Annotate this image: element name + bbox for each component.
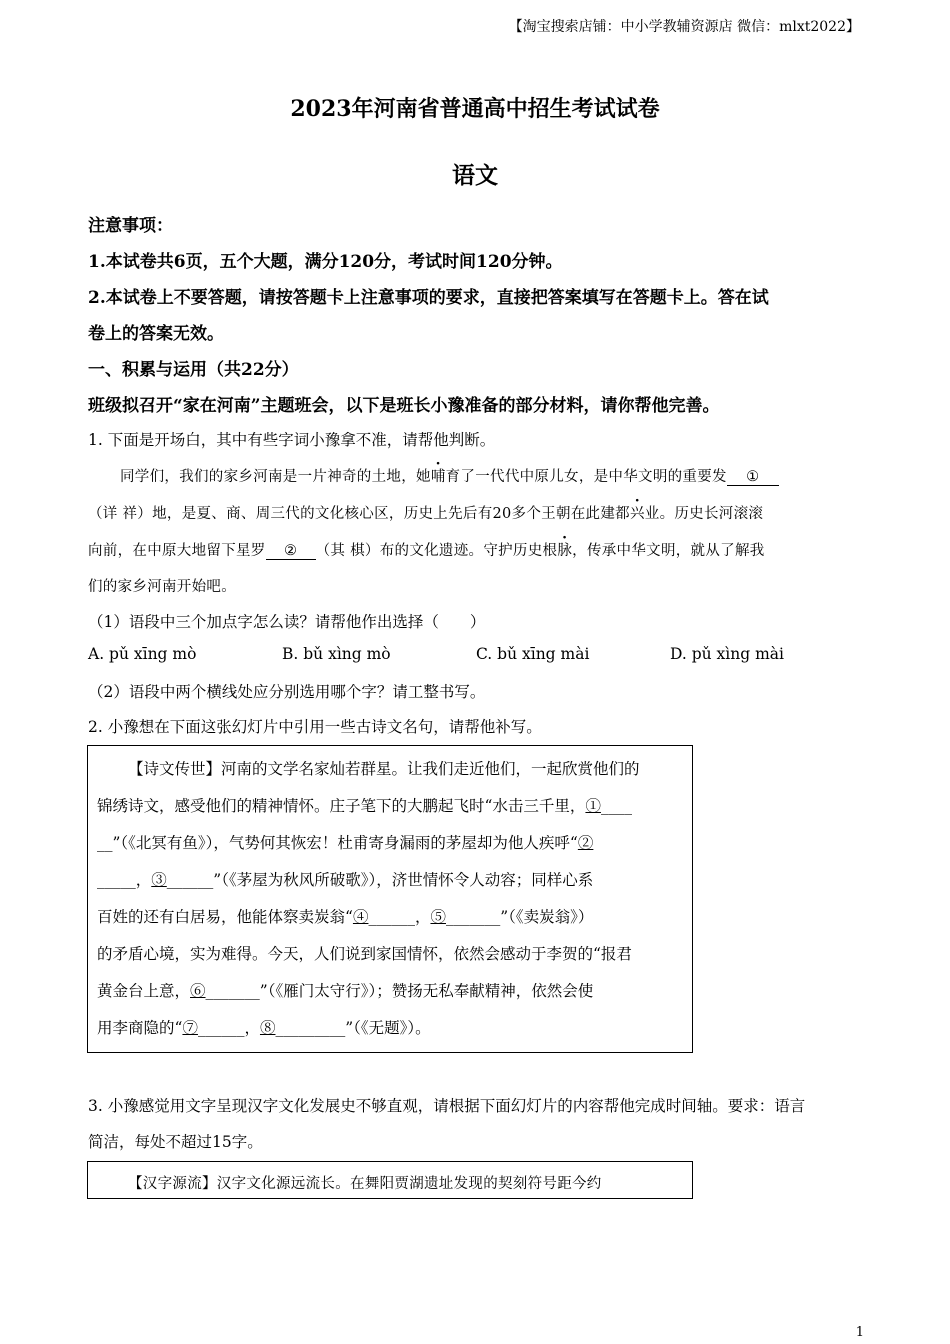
- blank-marker-8: ⑧: [259, 1019, 276, 1037]
- blank-marker-5: ⑤: [430, 908, 446, 926]
- page-title: 2023年河南省普通高中招生考试试卷: [290, 96, 660, 122]
- blank-marker-6: ⑥: [190, 982, 206, 1000]
- q2-box-line-3: __”（《北冥有鱼》），气势何其恢宏！杜甫寄身漏雨的茅屋却为他人疾呼“②: [97, 834, 594, 852]
- blank-marker-2: ②: [577, 834, 594, 852]
- q1-passage-line-1: 同学们，我们的家乡河南是一片神奇的土地，她哺育了一代代中原儿女，是中华文明的重要发 ①: [120, 465, 779, 486]
- q2-box-line-7: 黄金台上意，⑥_______”（《雁门太守行》）；赞扬无私奉献精神，依然会使: [97, 982, 594, 1000]
- blank-1: ①: [727, 469, 779, 486]
- dotted-char: 兴: [629, 506, 645, 522]
- notice-heading: 注意事项：: [88, 216, 173, 236]
- q2-box-line-8: 用李商隐的“⑦______，⑧_________”（《无题》）。: [97, 1019, 431, 1037]
- section-heading: 一、积累与运用（共22分）: [88, 360, 299, 380]
- blank-2: ②: [266, 543, 316, 560]
- q3-stem: 3. 小豫感觉用文字呈现汉字文化发展史不够直观，请根据下面幻灯片的内容帮他完成时间轴。要求：语言: [88, 1097, 806, 1115]
- notice-item-1: 1.本试卷共6页，五个大题，满分120分，考试时间120分钟。: [88, 252, 563, 272]
- q2-box-line-2: 锦绣诗文，感受他们的精神情怀。庄子笔下的大鹏起飞时“水击三千里，①____: [97, 797, 632, 815]
- q1-passage-line-3: 向前，在中原大地留下星罗 ② （其 棋）布的文化遗迹。守护历史根脉，传承中华文明，就从了解我: [88, 543, 765, 559]
- blank-marker-3: ③: [151, 871, 167, 889]
- q2-box-line-6: 的矛盾心境，实为难得。今天，人们说到家国情怀，依然会感动于李贺的“报君: [97, 945, 632, 963]
- q1-passage-line-2: （详 祥）地，是夏、商、周三代的文化核心区，历史上先后有20多个王朝在此建都兴业。历史长河滚滚: [88, 506, 764, 522]
- q1-passage-line-4: 们的家乡河南开始吧。: [88, 579, 236, 595]
- q3-stem-cont: 简洁，每处不超过15字。: [88, 1133, 263, 1151]
- option-a: A. pǔ xīng mò: [88, 645, 197, 663]
- q1-sub-2: （2）语段中两个横线处应分别选用哪个字？请工整书写。: [88, 683, 486, 701]
- notice-item-2-cont: 卷上的答案无效。: [88, 324, 224, 344]
- q1-sub-1: （1）语段中三个加点字怎么读？请帮他作出选择（ ）: [88, 613, 486, 631]
- notice-item-2: 2.本试卷上不要答题，请按答题卡上注意事项的要求，直接把答案填写在答题卡上。答在试: [88, 288, 769, 308]
- section-intro: 班级拟召开“家在河南”主题班会，以下是班长小豫准备的部分材料，请你帮他完善。: [88, 396, 720, 416]
- page-number: 1: [855, 1325, 864, 1340]
- option-c: C. bǔ xīng mài: [476, 645, 590, 663]
- q2-box-line-5: 百姓的还有白居易，他能体察卖炭翁“④______，⑤_______”（《卖炭翁》）: [97, 908, 594, 926]
- q2-slide-box: [87, 745, 693, 1053]
- dotted-char: 脉: [557, 543, 573, 559]
- blank-marker-7: ⑦: [182, 1019, 198, 1037]
- q2-box-line-1: 【诗文传世】河南的文学名家灿若群星。让我们走近他们，一起欣赏他们的: [128, 760, 640, 778]
- header-note: 【淘宝搜索店铺：中小学教辅资源店 微信：mlxt2022】: [508, 19, 860, 35]
- blank-marker-4: ④: [352, 908, 369, 926]
- q1-stem: 1. 下面是开场白，其中有些字词小豫拿不准，请帮他判断。: [88, 431, 496, 449]
- option-b: B. bǔ xìng mò: [282, 645, 391, 663]
- dotted-char: 哺: [430, 469, 446, 485]
- q2-stem: 2. 小豫想在下面这张幻灯片中引用一些古诗文名句，请帮他补写。: [88, 718, 542, 736]
- subject-title: 语文: [452, 162, 498, 189]
- blank-marker-1: ①: [585, 797, 601, 815]
- option-d: D. pǔ xìng mài: [670, 645, 784, 663]
- q2-box-line-4: _____，③______”（《茅屋为秋风所破歌》），济世情怀令人动容；同样心系: [97, 871, 594, 889]
- q3-box-text: 【汉字源流】汉字文化源远流长。在舞阳贾湖遗址发现的契刻符号距今约: [128, 1176, 602, 1192]
